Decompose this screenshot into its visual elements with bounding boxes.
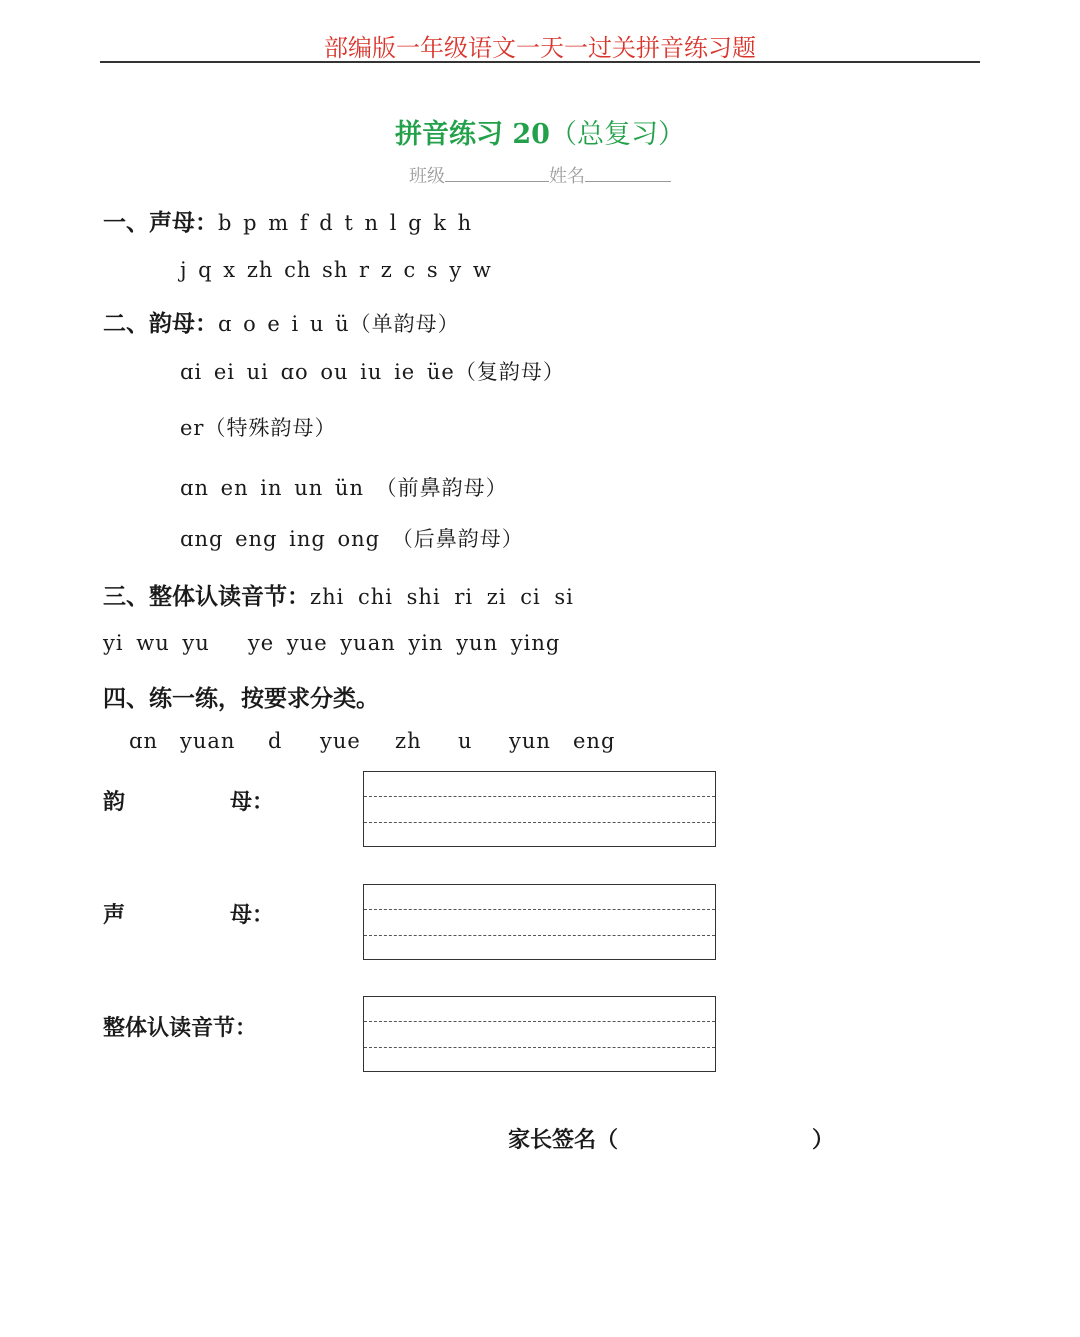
shengmu-list-1: b p m f d t n l g k h	[218, 211, 473, 235]
section2-heading: 二、韵母：	[103, 310, 218, 337]
classify-item: yun	[509, 729, 551, 753]
header-title: 部编版一年级语文一天一过关拼音练习题	[324, 34, 756, 62]
simple-finals: ɑ o e i u ü（单韵母）	[218, 312, 460, 336]
class-blank	[445, 163, 549, 182]
class-name-line	[0, 162, 1080, 188]
section3-heading: 三、整体认读音节：	[103, 583, 310, 610]
worksheet-title-paren: （总复习）	[549, 119, 685, 150]
shengmu-answer-box[interactable]	[363, 884, 716, 960]
class-label: 班级	[409, 166, 445, 187]
yunmu-answer-box[interactable]	[363, 771, 716, 847]
category-yunmu-char2: 母：	[230, 789, 275, 815]
section2-line1	[103, 305, 460, 338]
zhengti-answer-box[interactable]	[363, 996, 716, 1072]
classify-item: u	[458, 729, 473, 753]
category-yunmu-char1: 韵	[103, 789, 126, 815]
classify-item: eng	[573, 729, 616, 753]
worksheet-title	[0, 112, 1080, 151]
writing-guide-line	[364, 1021, 715, 1022]
parent-sign-close: ）	[812, 1127, 835, 1153]
classify-item: yue	[320, 729, 361, 753]
special-final: er（特殊韵母）	[180, 416, 337, 440]
category-shengmu-char1: 声	[103, 902, 126, 928]
zhengti-list-2: yi wu yu ye yue yuan yin yun ying	[103, 631, 561, 655]
writing-guide-line	[364, 935, 715, 936]
name-blank	[585, 163, 671, 182]
shengmu-list-2: j q x zh ch sh r z c s y w	[180, 258, 492, 282]
back-nasal-finals: ɑng eng ing ong （后鼻韵母）	[180, 527, 524, 551]
worksheet-title-main: 拼音练习 20	[395, 119, 550, 150]
section1-heading: 一、声母：	[103, 209, 218, 236]
section3-line1	[103, 578, 574, 611]
writing-guide-line	[364, 796, 715, 797]
zhengti-list-1: zhi chi shi ri zi ci si	[310, 585, 574, 609]
classify-item: d	[268, 729, 283, 753]
name-label: 姓名	[549, 166, 585, 187]
writing-guide-line	[364, 1047, 715, 1048]
classify-item: zh	[395, 729, 422, 753]
parent-sign-label: 家长签名（	[508, 1127, 619, 1153]
section4-heading: 四、练一练，按要求分类。	[103, 685, 379, 712]
category-shengmu-char2: 母：	[230, 902, 275, 928]
writing-guide-line	[364, 822, 715, 823]
header-divider	[100, 61, 980, 63]
compound-finals: ɑi ei ui ɑo ou iu ie üe（复韵母）	[180, 360, 565, 384]
classify-item: yuan	[180, 729, 236, 753]
category-zhengti: 整体认读音节：	[103, 1015, 258, 1041]
classify-item: ɑn	[129, 729, 158, 753]
writing-guide-line	[364, 909, 715, 910]
front-nasal-finals: ɑn en in un ün （前鼻韵母）	[180, 476, 508, 500]
section1-line1	[103, 204, 472, 237]
